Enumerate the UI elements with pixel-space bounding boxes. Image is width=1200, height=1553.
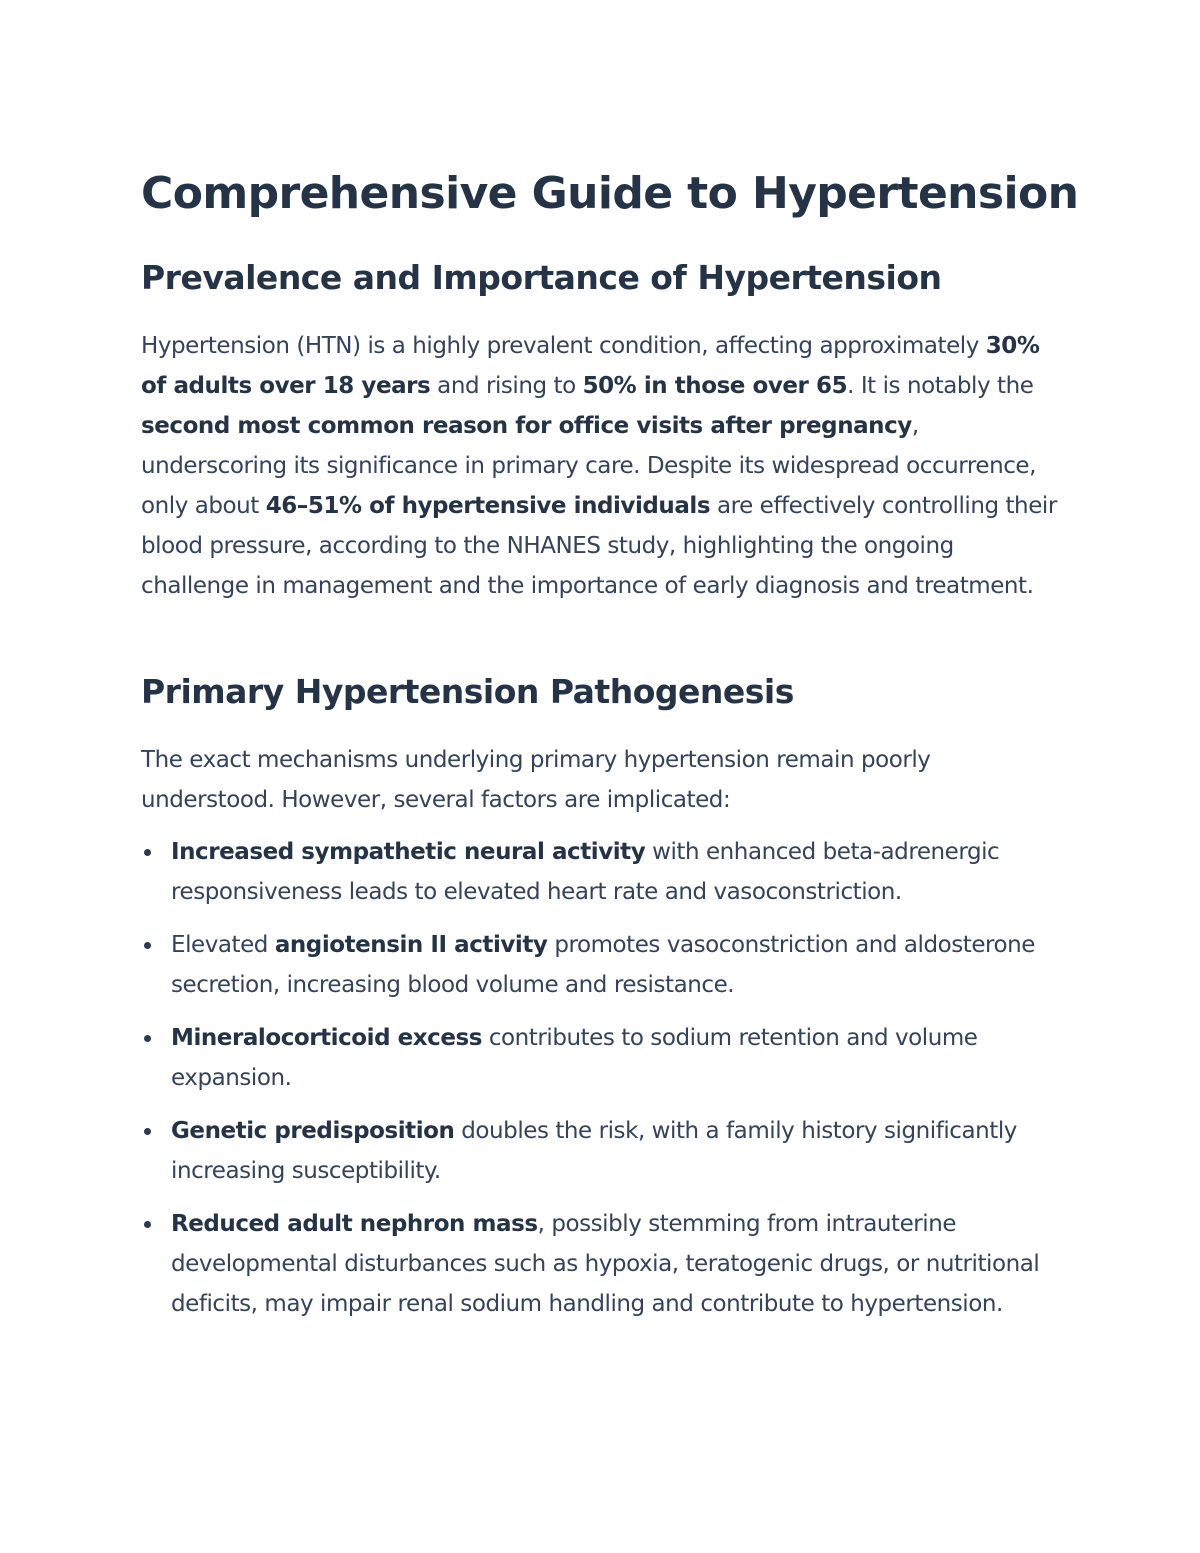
section-heading-prevalence: Prevalence and Importance of Hypertension <box>141 258 942 297</box>
pathogenesis-intro: The exact mechanisms underlying primary hypertension remain poorly understood. However, several factors are implicated: <box>141 747 931 813</box>
item-text: doubles the risk, with a family history significantly increasing susceptibility. <box>171 1118 1017 1184</box>
page-title: Comprehensive Guide to Hypertension <box>141 168 1079 219</box>
bullet-icon <box>144 849 151 856</box>
item-bold: Increased sympathetic neural activity <box>171 839 646 865</box>
item-bold: Genetic predisposition <box>171 1118 455 1144</box>
bold-run: 30% of adults over 18 years <box>141 333 1040 399</box>
prevalence-paragraph <box>141 326 1066 606</box>
bold-run: second most common reason for office visits after pregnancy <box>141 413 912 439</box>
item-text: , possibly stemming from intrauterine developmental disturbances such as hypoxia, teratogenic drugs, or nutritional deficits, may impair renal sodium handling and contribute to hypertension. <box>171 1211 1040 1317</box>
item-bold: angiotensin II activity <box>274 932 548 958</box>
item-bold: Reduced adult nephron mass <box>171 1211 538 1237</box>
list-item <box>141 1204 1071 1324</box>
pathogenesis-factor-list <box>141 832 1071 1337</box>
list-item <box>141 832 1071 912</box>
section-heading-pathogenesis: Primary Hypertension Pathogenesis <box>141 672 794 711</box>
bold-run: 50% in those over 65 <box>582 373 848 399</box>
list-item <box>141 925 1071 1005</box>
bullet-icon <box>144 942 151 949</box>
bullet-icon <box>144 1128 151 1135</box>
item-text: with enhanced beta-adrenergic responsiveness leads to elevated heart rate and vasoconstriction. <box>171 839 1000 905</box>
text-run: and rising to <box>430 373 583 399</box>
list-item <box>141 1111 1071 1191</box>
text-run: . It is notably the <box>847 373 1034 399</box>
item-bold: Mineralocorticoid excess <box>171 1025 482 1051</box>
text-run: , underscoring its significance in primary care. Despite its widespread occurrence, only about <box>141 413 1036 519</box>
text-run: Hypertension (HTN) is a highly prevalent condition, affecting approximately <box>141 333 986 359</box>
bold-run: 46–51% of hypertensive individuals <box>265 493 711 519</box>
bullet-icon <box>144 1221 151 1228</box>
item-text: contributes to sodium retention and volume expansion. <box>171 1025 978 1091</box>
bullet-icon <box>144 1035 151 1042</box>
item-text: promotes vasoconstriction and aldosterone secretion, increasing blood volume and resistance. <box>171 932 1035 998</box>
list-item <box>141 1018 1071 1098</box>
text-run: are effectively controlling their blood pressure, according to the NHANES study, highlighting the ongoing challenge in management and the importance of early diagnosis and treatment. <box>141 493 1057 599</box>
item-text: Elevated <box>171 932 275 958</box>
